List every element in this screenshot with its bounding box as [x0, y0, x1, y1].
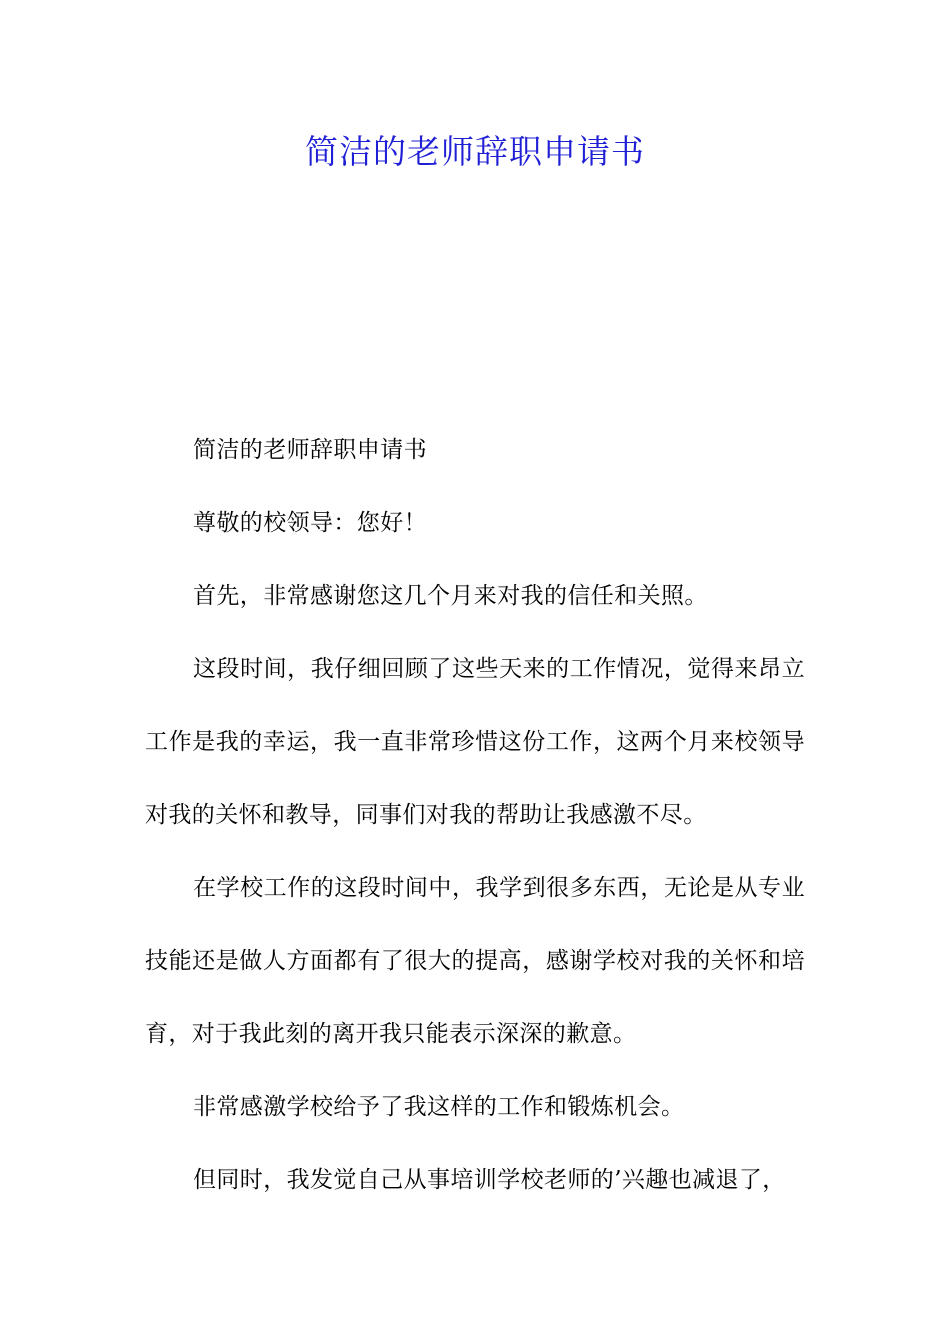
- paragraph-salutation: 尊敬的校领导：您好！: [193, 510, 427, 536]
- paragraph-review: 这段时间，我仔细回顾了这些天来的工作情况，觉得来昂立工作是我的幸运，我一直非常珍惜这份工作，这两个月来校领导对我的关怀和教导，同事们对我的帮助让我感激不尽。: [145, 656, 805, 828]
- paragraph-thanks: 首先，非常感谢您这几个月来对我的信任和关照。: [193, 583, 708, 609]
- document-body: [145, 414, 805, 1217]
- paragraph-reason: 但同时，我发觉自己从事培训学校老师的’兴趣也减退了，: [193, 1167, 786, 1193]
- paragraph-gratitude: 非常感激学校给予了我这样的工作和锻炼机会。: [193, 1094, 685, 1120]
- document-title: 简洁的老师辞职申请书: [305, 132, 645, 171]
- paragraph-heading: 简洁的老师辞职申请书: [193, 437, 427, 463]
- paragraph-learning: 在学校工作的这段时间中，我学到很多东西，无论是从专业技能还是做人方面都有了很大的提高，感谢学校对我的关怀和培育，对于我此刻的离开我只能表示深深的歉意。: [145, 875, 805, 1047]
